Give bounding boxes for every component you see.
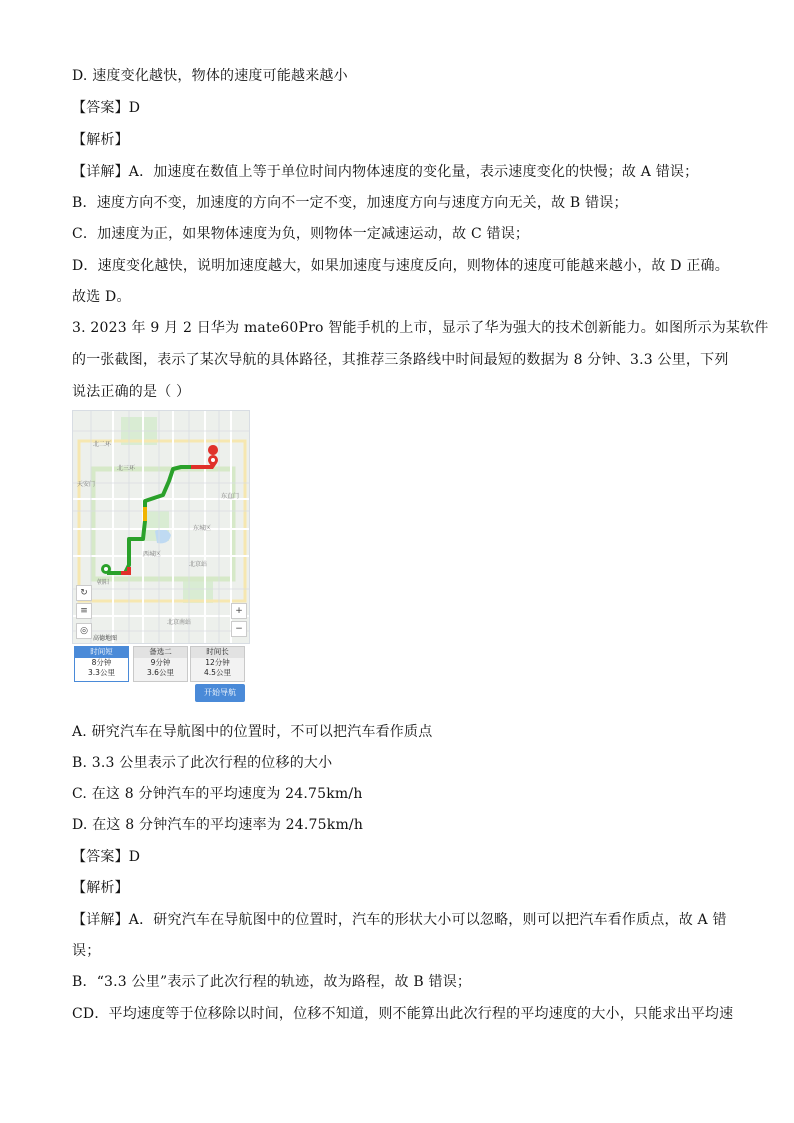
route-card-head: 时间长 <box>191 647 244 658</box>
start-navigation-button[interactable]: 开始导航 <box>195 684 245 702</box>
map-label: 东直门 <box>221 493 240 500</box>
refresh-icon[interactable]: ↻ <box>76 585 92 601</box>
map-attribution: 高德地图 <box>93 635 118 642</box>
zoom-in-icon[interactable]: + <box>231 603 247 619</box>
map-label: 北京南站 <box>167 619 192 626</box>
map-label: 北京站 <box>189 561 208 568</box>
route-card-head: 时间短 <box>75 647 128 658</box>
detail-line-d: D．速度变化越快，说明加速度越大，如果加速度与速度反向，则物体的速度可能越来越小，故 D 正确。 <box>72 258 729 274</box>
conclusion-line: 故选 D。 <box>72 289 131 305</box>
option-b: B. 3.3 公里表示了此次行程的位移的大小 <box>72 755 333 771</box>
route-card-time: 12分钟 <box>205 658 230 667</box>
detail-line-c: C．加速度为正，如果物体速度为负，则物体一定减速运动，故 C 错误； <box>72 226 530 242</box>
route-card-distance: 3.6公里 <box>147 668 174 677</box>
detail-line-b: B．速度方向不变，加速度的方向不一定不变，加速度方向与速度方向无关，故 B 错误； <box>72 195 628 211</box>
locate-icon[interactable]: ◎ <box>76 623 92 639</box>
map-label: 北三环 <box>117 465 136 472</box>
answer-label-2: 【答案】D <box>72 849 141 865</box>
traffic-icon[interactable]: ≡ <box>76 603 92 619</box>
analysis-label: 【解析】 <box>72 132 129 148</box>
detail2-line-cd: CD．平均速度等于位移除以时间，位移不知道，则不能算出此次行程的平均速度的大小，只能求出平均速 <box>72 1006 734 1022</box>
route-card-alternative[interactable] <box>133 646 188 682</box>
question-3-line-3: 说法正确的是（ ） <box>72 384 191 400</box>
zoom-out-icon[interactable]: − <box>231 621 247 637</box>
route-card-distance: 3.3公里 <box>88 668 115 677</box>
navigation-map <box>72 410 250 644</box>
detail2-line-a: 【详解】A．研究汽车在导航图中的位置时，汽车的形状大小可以忽略，则可以把汽车看作质点，故 A 错 <box>72 912 727 928</box>
route-card-head: 备选二 <box>134 647 187 658</box>
detail-line-a: 【详解】A．加速度在数值上等于单位时间内物体速度的变化量，表示速度变化的快慢；故 A 错误； <box>72 164 699 180</box>
detail2-line-a-cont: 误； <box>72 943 101 959</box>
map-label: 西城区 <box>143 551 162 558</box>
option-a: A. 研究汽车在导航图中的位置时，不可以把汽车看作质点 <box>72 724 433 740</box>
question-3-line-1: 3. 2023 年 9 月 2 日华为 mate60Pro 智能手机的上市，显示了华为强大的技术创新能力。如图所示为某软件 <box>72 320 769 336</box>
answer-label: 【答案】D <box>72 100 141 116</box>
option-d-text: D. 速度变化越快，物体的速度可能越来越小 <box>72 68 348 84</box>
map-label: 东城区 <box>193 525 212 532</box>
option-c: C. 在这 8 分钟汽车的平均速度为 24.75km/h <box>72 786 363 802</box>
map-label: 天安门 <box>77 481 96 488</box>
route-card-longest[interactable] <box>190 646 245 682</box>
route-card-distance: 4.5公里 <box>204 668 231 677</box>
destination-pin <box>208 445 218 455</box>
analysis-label-2: 【解析】 <box>72 880 129 896</box>
map-label: 北二环 <box>93 441 112 448</box>
question-3-line-2: 的一张截图，表示了某次导航的具体路径，其推荐三条路线中时间最短的数据为 8 分钟、3.3 公里，下列 <box>72 352 729 368</box>
route-card-shortest[interactable] <box>74 646 129 682</box>
map-label: 朝阳 <box>97 579 110 586</box>
option-d: D. 在这 8 分钟汽车的平均速率为 24.75km/h <box>72 817 364 833</box>
route-card-time: 9分钟 <box>150 658 171 667</box>
route-card-time: 8分钟 <box>91 658 112 667</box>
detail2-line-b: B．“3.3 公里”表示了此次行程的轨迹，故为路程，故 B 错误； <box>72 974 472 990</box>
